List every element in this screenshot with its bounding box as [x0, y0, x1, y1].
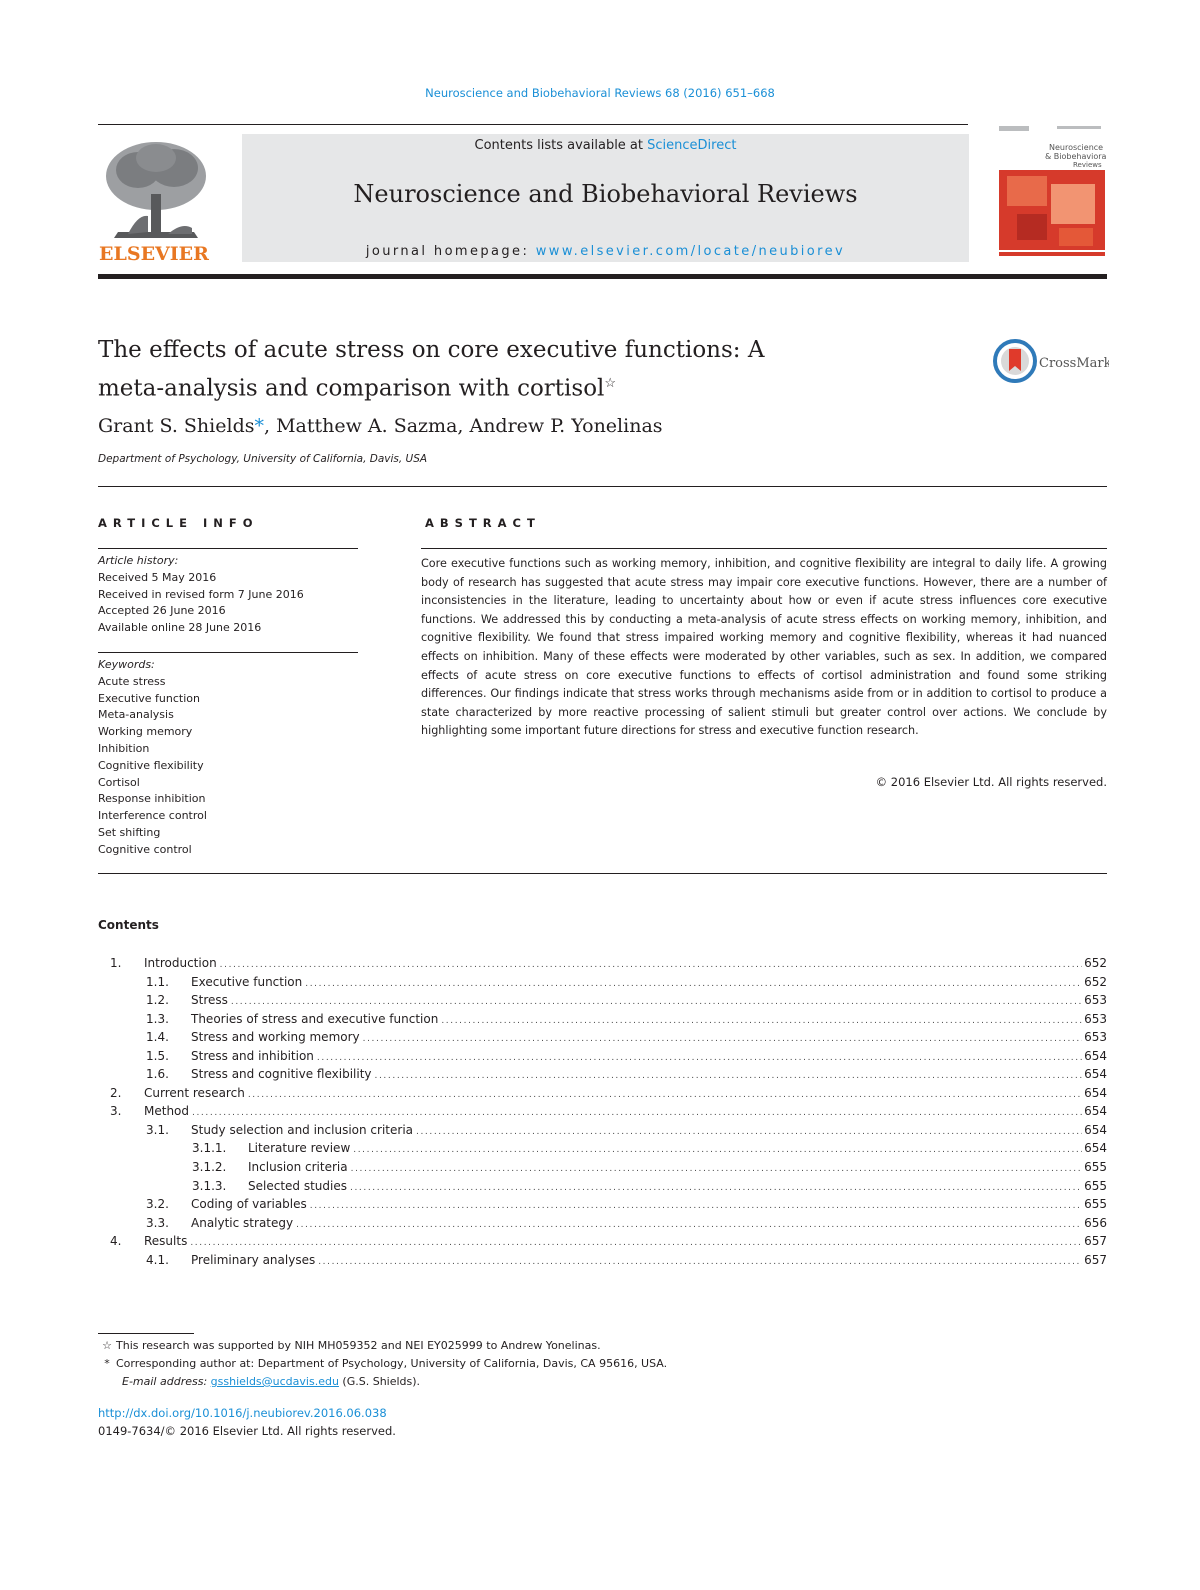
doi-link[interactable]: http://dx.doi.org/10.1016/j.neubiorev.2016.06.038	[98, 1406, 387, 1420]
toc-entry-page: 657	[1084, 1234, 1107, 1249]
header-rule	[98, 124, 968, 125]
history-accepted: Accepted 26 June 2016	[98, 604, 226, 618]
toc-leader-dots	[231, 997, 1082, 1007]
keyword: Cortisol	[98, 775, 140, 789]
corresponding-mark[interactable]: *	[254, 415, 264, 437]
header-divider	[98, 274, 1107, 279]
toc-entry-label: Method	[144, 1104, 190, 1119]
toc-entry-number: 1.2.	[146, 993, 169, 1008]
toc-entry[interactable]	[110, 956, 1107, 975]
toc-leader-dots	[305, 979, 1082, 989]
toc-entry-number: 1.6.	[146, 1067, 169, 1082]
toc-entry-number: 3.1.	[146, 1122, 169, 1137]
toc-entry-label: Stress and working memory	[191, 1030, 360, 1045]
toc-entry-number: 1.3.	[146, 1011, 169, 1026]
toc-entry-label: Selected studies	[248, 1178, 347, 1193]
toc-entry-label: Coding of variables	[191, 1197, 307, 1212]
toc-entry[interactable]	[110, 1160, 1107, 1179]
author-shields[interactable]: Grant S. Shields	[98, 415, 255, 437]
journal-name: Neuroscience and Biobehavioral Reviews	[353, 180, 858, 208]
toc-entry-page: 653	[1084, 1011, 1107, 1026]
toc-entry-label: Results	[144, 1234, 188, 1249]
toc-entry[interactable]	[110, 1067, 1107, 1086]
toc-leader-dots	[248, 1090, 1082, 1100]
abstract-heading: ABSTRACT	[425, 516, 541, 530]
publisher-wordmark: ELSEVIER	[99, 243, 209, 264]
article-info-heading: ARTICLE INFO	[98, 516, 259, 530]
toc-entry-label: Theories of stress and executive function	[191, 1011, 439, 1026]
keyword: Response inhibition	[98, 792, 206, 806]
issn-line: 0149-7634/© 2016 Elsevier Ltd. All rights reserved.	[98, 1424, 396, 1438]
toc-entry-page: 654	[1084, 1085, 1107, 1100]
toc-entry[interactable]	[110, 1086, 1107, 1105]
homepage-link[interactable]: www.elsevier.com/locate/neubiorev	[535, 244, 846, 259]
section-divider-bottom	[98, 873, 1107, 874]
keyword: Cognitive flexibility	[98, 758, 204, 772]
toc-entry-page: 654	[1084, 1141, 1107, 1156]
info-divider-1	[98, 548, 358, 549]
section-divider-top	[98, 486, 1107, 487]
toc-entry-label: Current research	[144, 1085, 245, 1100]
toc-entry[interactable]	[110, 975, 1107, 994]
email-link[interactable]: gsshields@ucdavis.edu	[210, 1375, 339, 1388]
toc-entry[interactable]	[110, 1216, 1107, 1235]
toc-leader-dots	[296, 1220, 1082, 1230]
toc-leader-dots	[375, 1071, 1083, 1081]
journal-citation[interactable]: Neuroscience and Biobehavioral Reviews 68 (2016) 651–668	[425, 86, 775, 100]
contents-heading: Contents	[98, 918, 159, 932]
toc-entry-label: Executive function	[191, 974, 303, 989]
toc-leader-dots	[353, 1145, 1082, 1155]
article-title: The effects of acute stress on core executive functions: A meta-analysis and comparison with cortisol☆	[98, 337, 765, 402]
abstract-divider	[421, 548, 1107, 549]
keyword: Cognitive control	[98, 842, 192, 856]
abstract-text: Core executive functions such as working memory, inhibition, and cognitive flexibility are integral to daily life. A growing body of research has suggested that acute stress may impair core executive functions. However, there are a number of inconsistencies in the literature, leading to uncertainty about how or even if acute stress influences core executive functions. We addressed this by conducting a meta-analysis of acute stress effects on working memory, inhibition, and cognitive flexibility. We found that stress impaired working memory and cognitive flexibility, whereas it had nuanced effects on inhibition. Many of these effects were moderated by other variables, such as sex. In addition, we compared effects of acute stress on core executive functions to effects of cortisol administration and found some striking differences. Our findings indicate that stress works through mechanisms aside from or in addition to cortisol to produce a state characterized by more reactive processing of salient stimuli but greater control over actions. We conclude by highlighting some important future directions for stress and executive function research.	[421, 557, 1107, 738]
keyword: Acute stress	[98, 674, 166, 688]
toc-entry-page: 655	[1084, 1160, 1107, 1175]
keyword: Interference control	[98, 809, 207, 823]
keyword: Executive function	[98, 691, 200, 705]
toc-leader-dots	[192, 1108, 1082, 1118]
cover-title-line-2: & Biobehavioral	[1045, 152, 1107, 161]
journal-cover-image[interactable]	[997, 124, 1107, 264]
toc-entry-page: 655	[1084, 1197, 1107, 1212]
toc-entry-page: 654	[1084, 1122, 1107, 1137]
toc-entry-page: 654	[1084, 1104, 1107, 1119]
toc-entry-number: 3.	[110, 1104, 122, 1119]
toc-entry[interactable]	[110, 1104, 1107, 1123]
toc-entry-label: Introduction	[144, 956, 217, 970]
article-history	[98, 553, 358, 637]
toc-entry-number: 3.1.1.	[192, 1141, 227, 1156]
info-divider-2	[98, 652, 358, 653]
toc-entry-page: 653	[1084, 1030, 1107, 1045]
toc-entry-page: 655	[1084, 1178, 1107, 1193]
toc-entry[interactable]	[110, 1030, 1107, 1049]
history-received: Received 5 May 2016	[98, 570, 217, 584]
toc-entry-label: Stress	[191, 993, 228, 1008]
keyword: Inhibition	[98, 741, 150, 755]
toc-leader-dots	[416, 1127, 1082, 1137]
contents-availability: Contents lists available at ScienceDirect	[474, 138, 737, 153]
journal-homepage: journal homepage: www.elsevier.com/locate/neubiorev	[365, 244, 846, 259]
toc-entry[interactable]	[110, 1141, 1107, 1160]
toc-entry-number: 3.3.	[146, 1215, 169, 1230]
history-online: Available online 28 June 2016	[98, 621, 262, 635]
toc-entry-label: Stress and inhibition	[191, 1048, 314, 1063]
email-footnote: E-mail address: gsshields@ucdavis.edu (G.S. Shields).	[122, 1375, 421, 1388]
toc-entry-page: 657	[1084, 1252, 1107, 1267]
toc-leader-dots	[441, 1016, 1082, 1026]
toc-entry-label: Literature review	[248, 1141, 351, 1156]
toc-leader-dots	[317, 1053, 1082, 1063]
table-of-contents	[110, 956, 1107, 1271]
corresponding-footnote: * Corresponding author at: Department of Psychology, University of California, Davis, CA 95616, USA.	[104, 1357, 668, 1370]
sciencedirect-link[interactable]: ScienceDirect	[647, 138, 737, 153]
history-label: Article history:	[98, 554, 179, 567]
toc-entry-page: 656	[1084, 1215, 1107, 1230]
title-footnote-mark[interactable]: ☆	[604, 376, 617, 391]
toc-entry-page: 652	[1084, 974, 1107, 989]
toc-leader-dots	[318, 1257, 1082, 1267]
toc-entry-number: 3.1.3.	[192, 1178, 227, 1193]
toc-entry-number: 2.	[110, 1085, 122, 1100]
toc-leader-dots	[350, 1183, 1082, 1193]
toc-entry-label: Inclusion criteria	[248, 1160, 348, 1175]
keyword: Set shifting	[98, 825, 161, 839]
toc-leader-dots	[220, 960, 1082, 970]
toc-entry-label: Analytic strategy	[191, 1215, 294, 1230]
toc-entry[interactable]	[110, 1253, 1107, 1272]
toc-entry-number: 1.5.	[146, 1048, 169, 1063]
toc-entry-page: 654	[1084, 1067, 1107, 1082]
toc-entry-number: 3.1.2.	[192, 1160, 227, 1175]
keyword: Meta-analysis	[98, 708, 174, 722]
toc-entry-page: 653	[1084, 993, 1107, 1008]
toc-entry-number: 4.	[110, 1234, 122, 1249]
history-revised: Received in revised form 7 June 2016	[98, 587, 304, 601]
toc-entry-number: 1.4.	[146, 1030, 169, 1045]
toc-leader-dots	[363, 1034, 1082, 1044]
keyword: Working memory	[98, 725, 193, 739]
keywords	[98, 657, 358, 859]
toc-entry-number: 1.1.	[146, 974, 169, 989]
toc-entry-page: 654	[1084, 1048, 1107, 1063]
funding-footnote: ☆ This research was supported by NIH MH059352 and NEI EY025999 to Andrew Yonelinas.	[102, 1339, 601, 1352]
toc-leader-dots	[190, 1238, 1082, 1248]
keywords-label: Keywords:	[98, 658, 155, 671]
toc-entry[interactable]	[110, 1179, 1107, 1198]
toc-entry[interactable]	[110, 993, 1107, 1012]
cover-title-line-1: Neuroscience	[1049, 143, 1104, 152]
toc-entry-label: Study selection and inclusion criteria	[191, 1122, 413, 1137]
elsevier-tree-logo	[98, 134, 216, 264]
cover-title-line-3: Reviews	[1073, 161, 1102, 169]
toc-entry-number: 3.2.	[146, 1197, 169, 1212]
toc-entry[interactable]	[110, 1012, 1107, 1031]
toc-entry[interactable]	[110, 1049, 1107, 1068]
author-list: Grant S. Shields*, Matthew A. Sazma, Andrew P. Yonelinas	[98, 415, 663, 437]
toc-entry-label: Stress and cognitive flexibility	[191, 1067, 372, 1082]
toc-entry-number: 4.1.	[146, 1252, 169, 1267]
toc-entry-number: 1.	[110, 956, 122, 970]
toc-entry[interactable]	[110, 1234, 1107, 1253]
crossmark-label: CrossMark	[1039, 356, 1109, 371]
toc-leader-dots	[351, 1164, 1082, 1174]
affiliation: Department of Psychology, University of California, Davis, USA	[98, 453, 428, 465]
toc-entry-label: Preliminary analyses	[191, 1252, 316, 1267]
toc-entry-page: 652	[1084, 956, 1107, 970]
abstract-copyright: © 2016 Elsevier Ltd. All rights reserved.	[875, 775, 1107, 789]
crossmark-icon[interactable]	[993, 337, 1109, 385]
toc-entry[interactable]	[110, 1123, 1107, 1142]
footnote-rule	[98, 1333, 194, 1334]
toc-entry[interactable]	[110, 1197, 1107, 1216]
toc-leader-dots	[310, 1201, 1082, 1211]
